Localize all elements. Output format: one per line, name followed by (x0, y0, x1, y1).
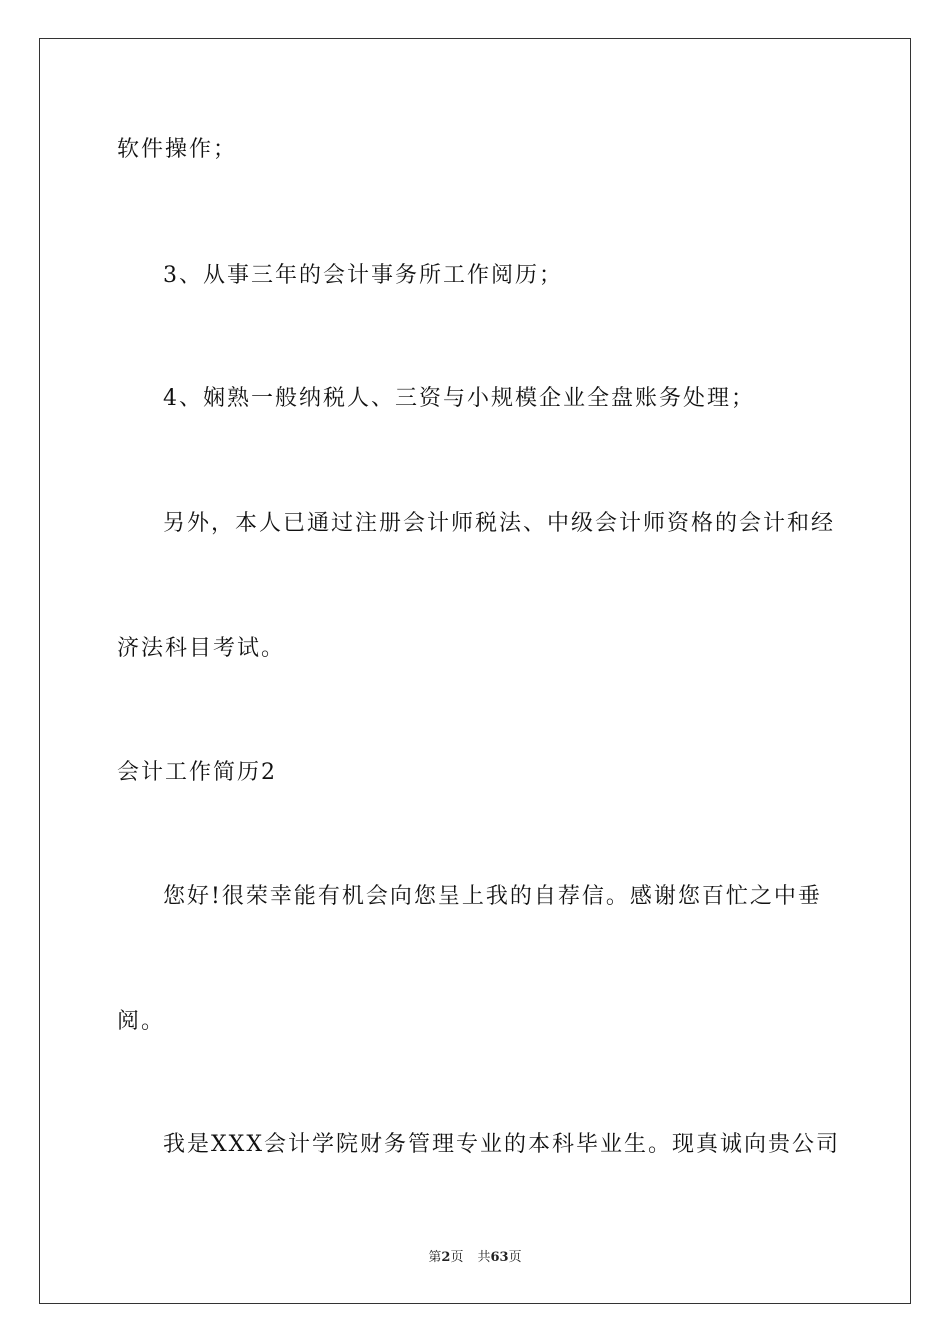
text-line-9: 我是XXX会计学院财务管理专业的本科毕业生。现真诚向贵公司 (163, 1132, 840, 1157)
page-footer (0, 1249, 950, 1267)
text-line-3: 4、娴熟一般纳税人、三资与小规模企业全盘账务处理； (163, 386, 755, 411)
page-frame (39, 38, 911, 1304)
text-line-1: 软件操作； (117, 137, 238, 162)
footer-total-pages: 63 (490, 1250, 509, 1265)
footer-total-suffix: 页 (508, 1250, 522, 1265)
footer-page-suffix: 页 (450, 1250, 464, 1265)
text-line-8: 阅。 (117, 1009, 166, 1034)
footer-page-number: 2 (441, 1250, 451, 1265)
text-line-2: 3、从事三年的会计事务所工作阅历； (163, 263, 563, 288)
text-line-4: 另外，本人已通过注册会计师税法、中级会计师资格的会计和经 (163, 511, 836, 536)
text-line-7: 您好!很荣幸能有机会向您呈上我的自荐信。感谢您百忙之中垂 (163, 884, 822, 909)
footer-total-prefix: 共 (477, 1250, 491, 1265)
text-line-5: 济法科目考试。 (117, 636, 286, 661)
footer-page-prefix: 第 (428, 1250, 442, 1265)
section-heading: 会计工作简历2 (117, 760, 277, 785)
